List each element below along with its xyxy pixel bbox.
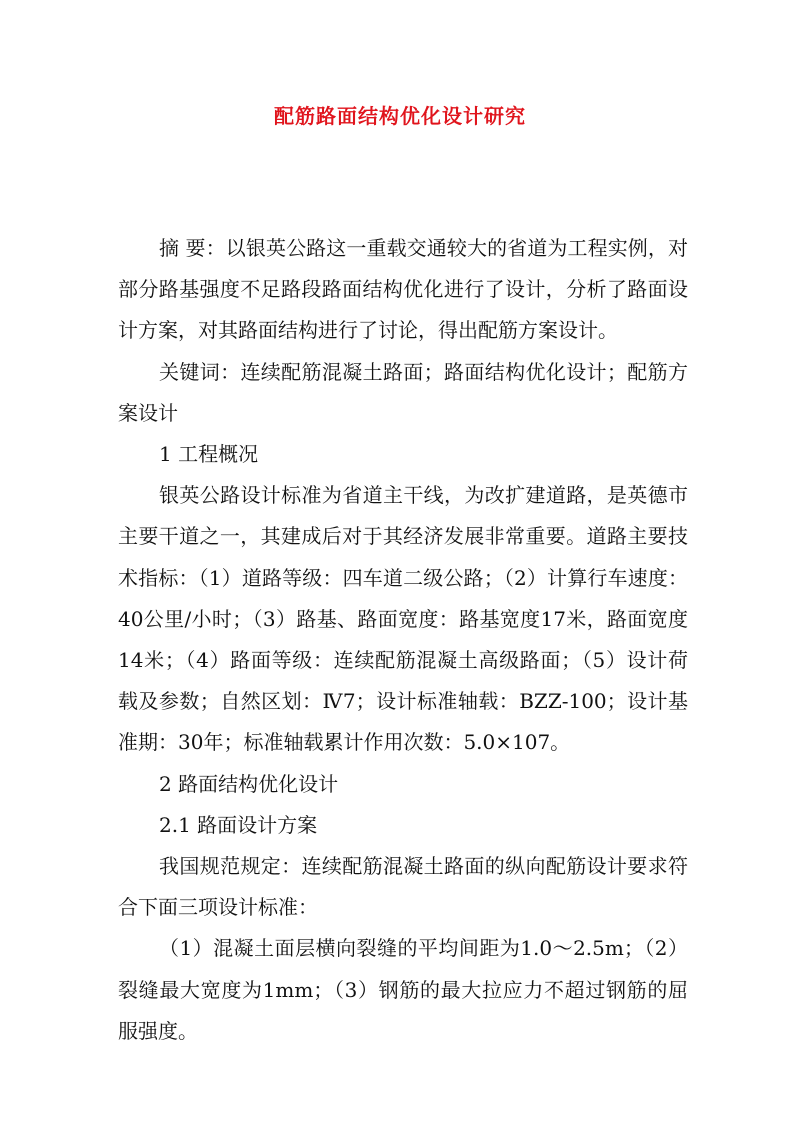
document-body: [118, 228, 688, 1052]
section-heading-1: 1 工程概况: [159, 442, 259, 467]
subsection-heading-2-1: 2.1 路面设计方案: [159, 812, 318, 837]
standards-intro-paragraph: 我国规范规定：连续配筋混凝土路面的纵向配筋设计要求符合下面三项设计标准：: [118, 854, 688, 920]
section-heading-2: 2 路面结构优化设计: [159, 771, 339, 796]
overview-paragraph: 银英公路设计标准为省道主干线，为改扩建道路，是英德市主要干道之一，其建成后对于其经济发展非常重要。道路主要技术指标：（1）道路等级：四车道二级公路；（2）计算行车速度：40公里/小时；（3）路基、路面宽度：路基宽度17米，路面宽度14米；（4）路面等级：连续配筋混凝土高级路面；（5）设计荷载及参数；自然区划：Ⅳ7；设计标准轴载：BZZ-100；设计基准期：30年；标准轴载累计作用次数：5.0×107。: [118, 483, 688, 755]
keywords-paragraph: 关键词：连续配筋混凝土路面；路面结构优化设计；配筋方案设计: [118, 359, 688, 425]
standards-list-paragraph: （1）混凝土面层横向裂缝的平均间距为1.0～2.5m；（2）裂缝最大宽度为1mm；（3）钢筋的最大拉应力不超过钢筋的屈服强度。: [118, 936, 688, 1043]
abstract-paragraph: 摘 要：以银英公路这一重载交通较大的省道为工程实例，对部分路基强度不足路段路面结构优化进行了设计，分析了路面设计方案，对其路面结构进行了讨论，得出配筋方案设计。: [118, 236, 688, 343]
document-title: 配筋路面结构优化设计研究: [274, 104, 526, 128]
